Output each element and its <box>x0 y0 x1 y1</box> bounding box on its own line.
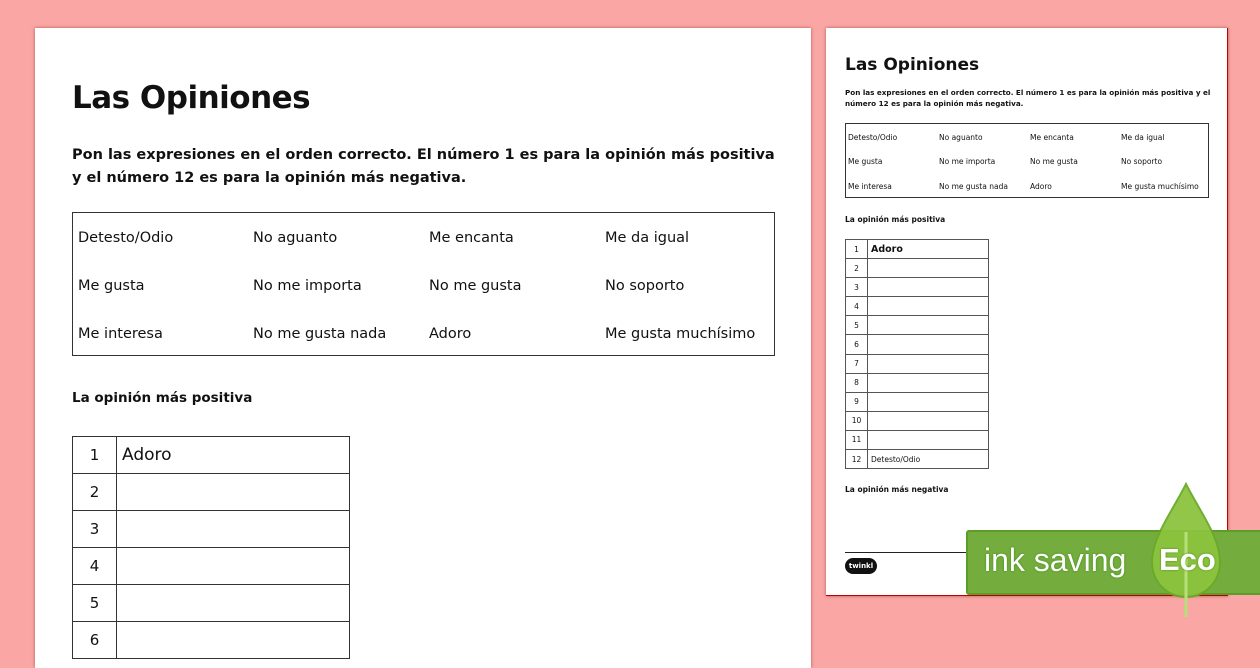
rank-number: 11 <box>846 430 868 449</box>
rank-number: 5 <box>73 585 117 622</box>
rank-number: 12 <box>846 450 868 469</box>
expression-cell: No me gusta nada <box>253 326 387 342</box>
rank-number: 9 <box>846 392 868 411</box>
ranking-row <box>846 240 989 259</box>
rank-answer[interactable] <box>117 474 350 511</box>
rank-number: 2 <box>73 474 117 511</box>
page-title: Las Opiniones <box>845 55 980 75</box>
rank-number: 1 <box>73 437 117 474</box>
expression-cell: Detesto/Odio <box>848 133 898 142</box>
rank-answer[interactable] <box>868 316 989 335</box>
rank-number: 3 <box>73 511 117 548</box>
rank-answer[interactable] <box>868 411 989 430</box>
expression-cell: Me gusta muchísimo <box>605 326 756 342</box>
ranking-row <box>846 297 989 316</box>
rank-number: 4 <box>846 297 868 316</box>
expression-cell: No aguanto <box>253 230 338 246</box>
expression-cell: No me importa <box>253 278 362 294</box>
ranking-table <box>845 239 989 469</box>
positive-label: La opinión más positiva <box>845 215 946 224</box>
expression-cell: Me da igual <box>1121 133 1165 142</box>
rank-answer[interactable]: Adoro <box>868 240 989 259</box>
expression-cell: No me gusta nada <box>939 182 1008 191</box>
ink-saving-text: ink saving <box>984 542 1127 578</box>
rank-answer[interactable] <box>117 511 350 548</box>
rank-number: 6 <box>846 335 868 354</box>
rank-answer[interactable] <box>117 548 350 585</box>
rank-number: 2 <box>846 259 868 278</box>
rank-answer[interactable] <box>868 430 989 449</box>
instructions: Pon las expresiones en el orden correcto. El número 1 es para la opinión más positiva y el número 12 es para la opinión más negativa. <box>845 88 1211 108</box>
ranking-row <box>846 335 989 354</box>
ranking-row <box>846 450 989 469</box>
expression-cell: Adoro <box>429 326 472 342</box>
rank-answer[interactable]: Adoro <box>117 437 350 474</box>
rank-answer[interactable] <box>868 259 989 278</box>
negative-label: La opinión más negativa <box>845 485 949 494</box>
ranking-row <box>73 511 350 548</box>
rank-answer[interactable] <box>868 354 989 373</box>
expression-cell: Detesto/Odio <box>78 230 174 246</box>
rank-number: 1 <box>846 240 868 259</box>
page-title: Las Opiniones <box>72 80 311 116</box>
expression-cell: Me da igual <box>605 230 690 246</box>
ranking-row <box>846 411 989 430</box>
ranking-row <box>846 430 989 449</box>
ranking-row <box>846 316 989 335</box>
rank-number: 4 <box>73 548 117 585</box>
ranking-row <box>846 259 989 278</box>
expression-cell: No soporto <box>1121 157 1163 166</box>
expression-cell: No me gusta <box>1030 157 1078 166</box>
ranking-row <box>73 437 350 474</box>
expression-cell: Me encanta <box>1030 133 1074 142</box>
expression-cell: Adoro <box>1030 182 1052 191</box>
rank-number: 10 <box>846 411 868 430</box>
ranking-table <box>72 436 350 659</box>
rank-answer[interactable] <box>117 585 350 622</box>
rank-answer[interactable] <box>868 373 989 392</box>
expressions-box <box>72 212 775 356</box>
ranking-row <box>846 373 989 392</box>
twinkl-logo: twinkl <box>845 558 877 574</box>
rank-answer[interactable] <box>868 278 989 297</box>
rank-number: 6 <box>73 622 117 659</box>
expressions-box <box>845 123 1209 198</box>
expression-cell: Me interesa <box>848 182 892 191</box>
ranking-row <box>73 548 350 585</box>
rank-number: 7 <box>846 354 868 373</box>
positive-label: La opinión más positiva <box>72 390 253 406</box>
expression-cell: Me gusta muchísimo <box>1121 182 1199 191</box>
expression-cell: Me interesa <box>78 326 163 342</box>
ranking-row <box>73 622 350 659</box>
ranking-row <box>73 474 350 511</box>
expression-cell: Me encanta <box>429 230 514 246</box>
ranking-row <box>846 392 989 411</box>
instructions: Pon las expresiones en el orden correcto. El número 1 es para la opinión más positiva y el número 12 es para la opinión más negativa. <box>72 147 775 186</box>
expression-cell: No me importa <box>939 157 996 166</box>
rank-number: 5 <box>846 316 868 335</box>
rank-answer[interactable]: Detesto/Odio <box>868 450 989 469</box>
rank-number: 8 <box>846 373 868 392</box>
rank-answer[interactable] <box>868 297 989 316</box>
eco-text: Eco <box>1159 542 1216 577</box>
ranking-row <box>73 585 350 622</box>
expression-cell: No aguanto <box>939 133 983 142</box>
expression-cell: No me gusta <box>429 278 522 294</box>
ranking-row <box>846 278 989 297</box>
rank-answer[interactable] <box>117 622 350 659</box>
worksheet-page-large <box>35 28 811 668</box>
ranking-row <box>846 354 989 373</box>
expression-cell: No soporto <box>605 278 685 294</box>
rank-number: 3 <box>846 278 868 297</box>
rank-answer[interactable] <box>868 335 989 354</box>
expression-cell: Me gusta <box>78 278 145 294</box>
rank-answer[interactable] <box>868 392 989 411</box>
expression-cell: Me gusta <box>848 157 883 166</box>
